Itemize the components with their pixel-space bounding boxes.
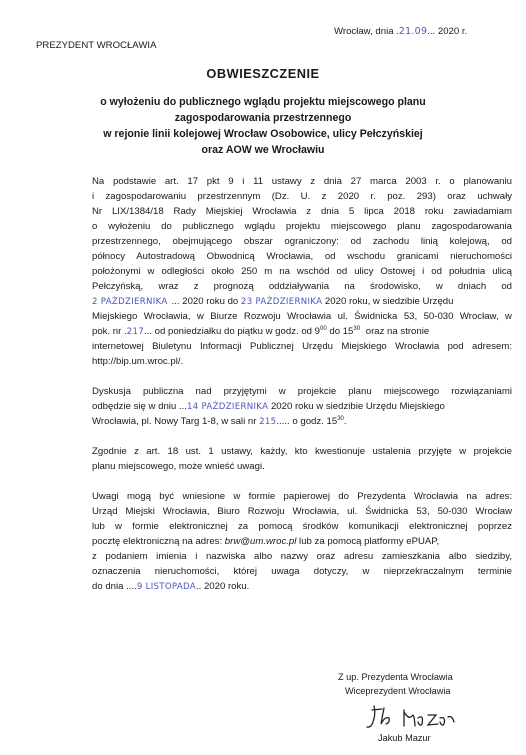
- room-handwritten: 217: [126, 327, 144, 337]
- p1-line-11-mid2: do 15: [326, 326, 354, 337]
- p1-line-6: północy Autostradową Obwodnicą Wrocławia, od wschodu granicami nieruchomości: [92, 251, 512, 262]
- p1-line-9-end: 2020 roku, w siedzibie Urzędu: [322, 296, 454, 307]
- place-date: [334, 26, 467, 37]
- signature-line-2: Wiceprezydent Wrocławia: [345, 686, 451, 696]
- p1-line-5: przestrzennego, obejmującego obszar ograniczony: od zachodu linią kolejową, od: [92, 236, 512, 247]
- p1-line-8: Pełczyńską, wraz z prognozą oddziaływania na środowisko, w dniach od: [92, 281, 512, 292]
- p2-line-1: Dyskusja publiczna nad przyjętymi w projekcie planu miejscowego rozwiązaniami: [92, 386, 512, 397]
- handwritten-signature: [362, 700, 472, 736]
- p1-line-3: Nr LIX/1384/18 Rady Miejskiej Wrocławia z dnia 5 lipca 2018 roku zawiadamiam: [92, 206, 512, 217]
- p1-line-2: i zagospodarowaniu przestrzennym (Dz. U. z 2020 r. poz. 293) oraz uchwały: [92, 191, 512, 202]
- document-title: OBWIESZCZENIE: [206, 66, 320, 81]
- p3-line-1: Zgodnie z art. 18 ust. 1 ustawy, każdy, kto kwestionuje ustalenia przyjęte w projekcie: [92, 446, 512, 457]
- p4-line-4-start: pocztę elektroniczną na adres:: [92, 536, 225, 547]
- place-date-prefix: Wrocław, dnia .: [334, 26, 399, 37]
- p4-line-5: z podaniem imienia i nazwiska albo nazwy oraz adresu zamieszkania albo siedziby,: [92, 551, 512, 562]
- p4-line-3: lub w formie elektronicznej za pomocą środków komunikacji elektronicznej poprzez: [92, 521, 512, 532]
- p2-line-2: [92, 399, 445, 415]
- signer-name: Jakub Mazur: [378, 733, 431, 743]
- p2-line-3-start: Wrocławia, pl. Nowy Targ 1-8, w sali nr: [92, 416, 260, 427]
- date-handwritten: 21.09: [398, 26, 428, 37]
- p4-line-4: [92, 534, 439, 549]
- p4-line-1: Uwagi mogą być wniesione w formie papierowej do Prezydenta Wrocławia na adres:: [92, 491, 512, 502]
- signature-line-1: Z up. Prezydenta Wrocławia: [338, 672, 453, 682]
- title-line-4: oraz AOW we Wrocławiu: [201, 144, 325, 156]
- p4-line-7-start: do dnia ....: [92, 581, 137, 592]
- bip-link[interactable]: http://bip.um.wroc.pl/.: [92, 356, 184, 367]
- p2-line-3: [92, 414, 347, 430]
- p1-line-7: położonymi w odległości około 250 m na wschód od ulicy Ostowej i od południa ulicą: [92, 266, 512, 277]
- p1-line-1: Na podstawie art. 17 pkt 9 i 11 ustawy z dnia 27 marca 2003 r. o planowaniu: [92, 176, 512, 187]
- hall-handwritten: 215: [259, 417, 277, 427]
- p1-line-10: Miejskiego Wrocławia, w Biurze Rozwoju Wrocławia ul. Świdnicka 53, 50-030 Wrocław, w: [92, 311, 512, 322]
- hour-from-sup: 00: [320, 326, 327, 332]
- p1-line-11: [92, 324, 429, 340]
- p2-line-2-start: odbędzie się w dniu ...: [92, 401, 187, 412]
- p2-line-3-end: .: [343, 416, 347, 427]
- p1-line-12: internetowej Biuletynu Informacji Publicznej Urzędu Miejskiego Wrocławia pod adresem:: [92, 341, 512, 352]
- hour-to-sup: 30: [353, 326, 361, 332]
- title-line-2: zagospodarowania przestrzennego: [174, 112, 352, 124]
- issuer: PREZYDENT WROCŁAWIA: [36, 40, 157, 51]
- p1-line-11-end: oraz na stronie: [363, 326, 430, 337]
- p4-line-2: Urząd Miejski Wrocławia, Biuro Rozwoju Wrocławia, ul. Świdnicka 53, 50-030 Wrocław: [92, 506, 512, 517]
- title-line-1: o wyłożeniu do publicznego wglądu projektu miejscowego planu: [100, 96, 426, 108]
- p1-line-9-mid: ... 2020 roku do: [171, 296, 239, 307]
- place-date-suffix: ... 2020 r.: [427, 26, 468, 37]
- discussion-hour-sup: 30: [337, 416, 344, 422]
- p4-line-7-end: .. 2020 roku.: [195, 581, 250, 592]
- deadline-handwritten: 9 LISTOPADA: [136, 582, 196, 592]
- date-from-handwritten: 2 PAŹDZIERNIKA: [92, 297, 168, 307]
- p4-line-6: oznaczenia nieruchomości, której uwaga dotyczy, w nieprzekraczalnym terminie: [92, 566, 512, 577]
- p3-line-2: planu miejscowego, może wnieść uwagi.: [92, 461, 265, 472]
- p2-line-3-mid: ..... o godz. 15: [276, 416, 338, 427]
- p1-line-11-mid: ... od poniedziałku do piątku w godz. od 9: [143, 326, 320, 337]
- email-link[interactable]: brw@um.wroc.pl: [224, 536, 297, 547]
- p4-line-4-end: lub za pomocą platformy ePUAP,: [296, 536, 440, 547]
- p1-line-9: [92, 294, 453, 310]
- p1-line-11-start: pok. nr .: [92, 326, 127, 337]
- p2-line-2-end: 2020 roku w siedzibie Urzędu Miejskiego: [268, 401, 445, 412]
- title-line-3: w rejonie linii kolejowej Wrocław Osobowice, ulicy Pełczyńskiej: [103, 128, 423, 140]
- p1-line-4: o wyłożeniu do publicznego wglądu projektu miejscowego planu zagospodarowania: [92, 221, 512, 232]
- date-to-handwritten: 23 PAŹDZIERNIKA: [240, 297, 323, 307]
- p4-line-7: [92, 579, 249, 595]
- discussion-date-handwritten: 14 PAŹDZIERNIKA: [186, 402, 269, 412]
